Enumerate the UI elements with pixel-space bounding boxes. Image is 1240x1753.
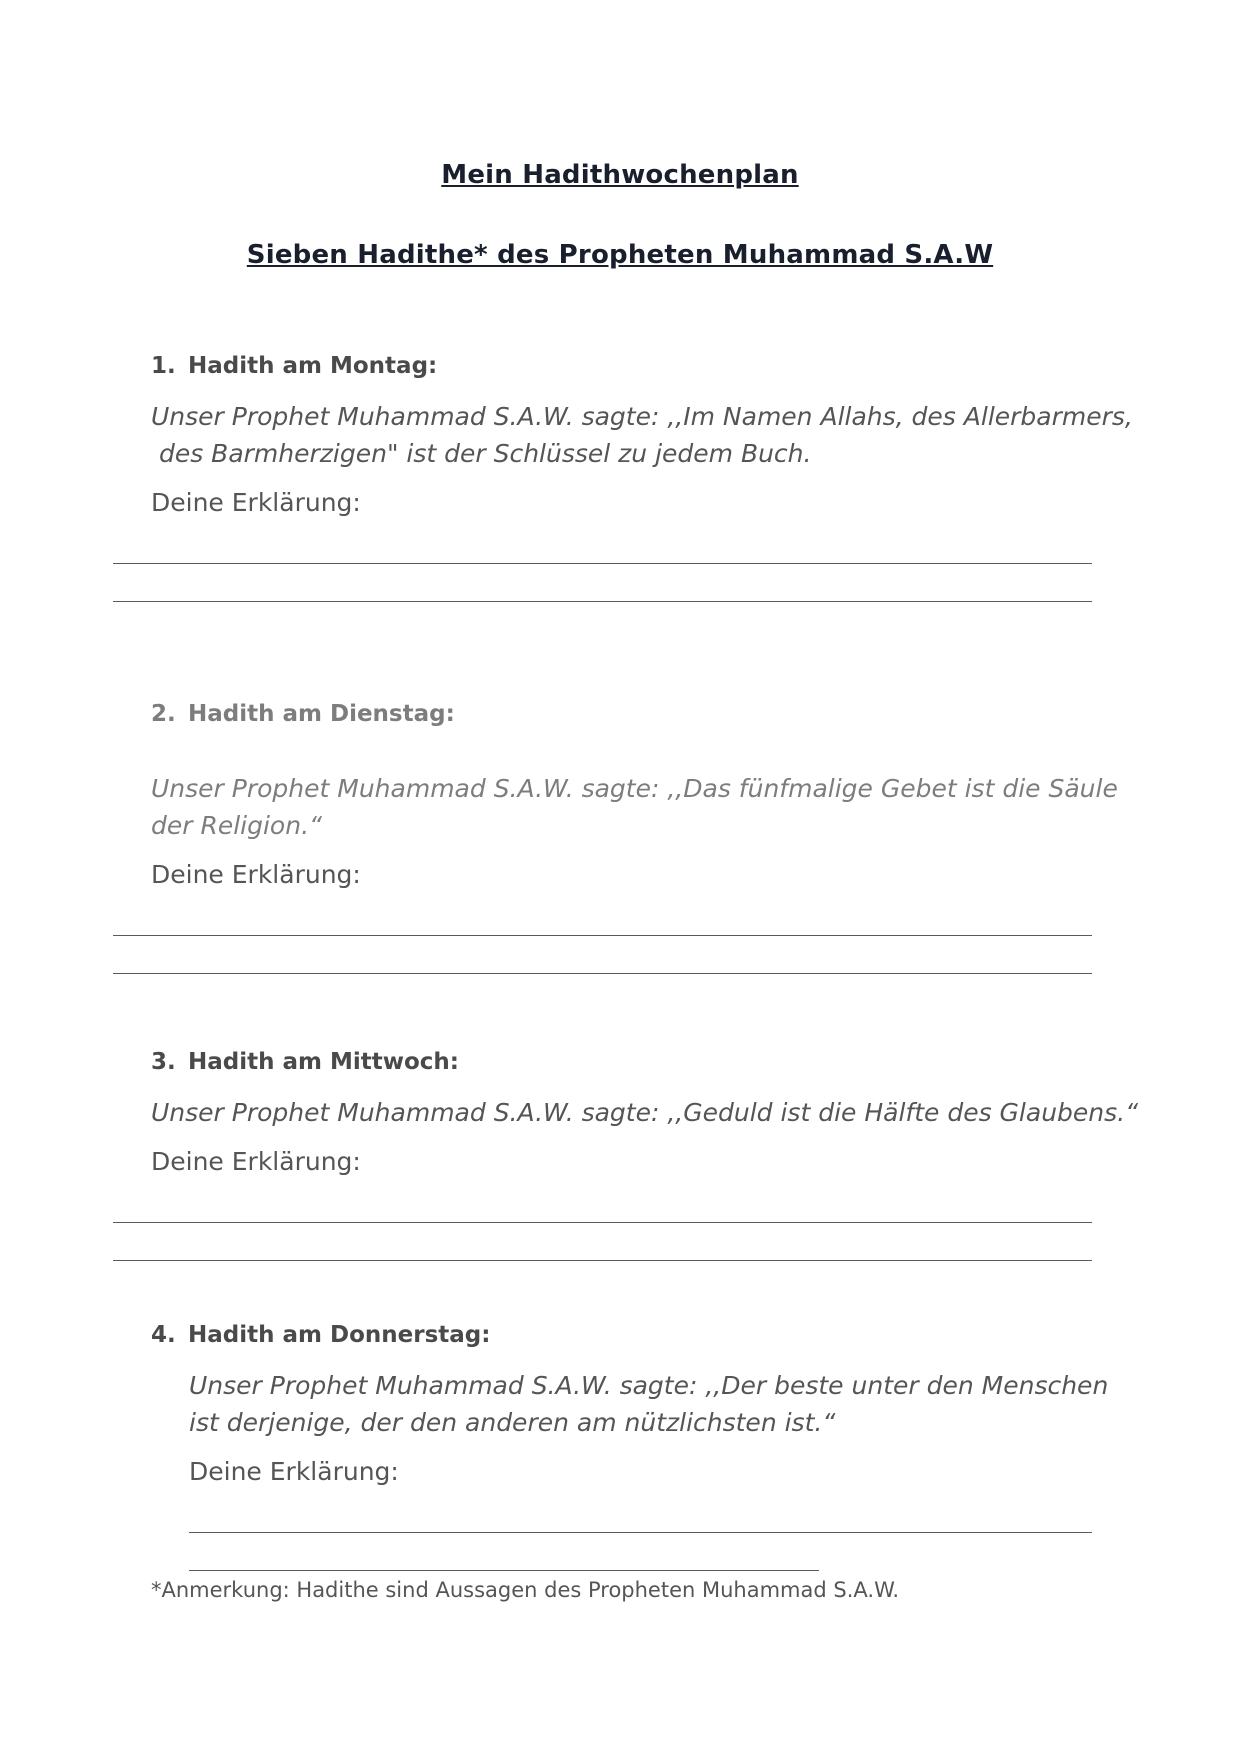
section-number: 2. xyxy=(151,701,176,727)
section-title: Hadith am Mittwoch: xyxy=(188,1049,460,1075)
section-title: Hadith am Dienstag: xyxy=(188,701,455,727)
hadith-quote xyxy=(151,1094,1138,1131)
section-heading xyxy=(151,701,455,727)
answer-line[interactable] xyxy=(113,935,1092,936)
section-heading xyxy=(151,353,437,379)
answer-line[interactable] xyxy=(113,601,1092,602)
quote-line: Unser Prophet Muhammad S.A.W. sagte: ,,Geduld ist die Hälfte des Glaubens.“ xyxy=(151,1098,1139,1127)
answer-line[interactable] xyxy=(113,1260,1092,1261)
section-number: 3. xyxy=(151,1049,176,1075)
answer-line[interactable] xyxy=(113,973,1092,974)
explanation-label: Deine Erklärung: xyxy=(151,860,361,889)
page-subtitle: Sieben Hadithe* des Propheten Muhammad S.A.W xyxy=(246,240,994,270)
section-title: Hadith am Montag: xyxy=(188,353,438,379)
quote-line: Unser Prophet Muhammad S.A.W. sagte: ,,Der beste unter den Menschen xyxy=(189,1371,1109,1400)
hadith-quote xyxy=(151,398,1133,472)
explanation-label: Deine Erklärung: xyxy=(189,1457,399,1486)
hadith-quote xyxy=(189,1367,1108,1441)
hadith-quote xyxy=(151,770,1118,844)
section-number: 1. xyxy=(151,353,176,379)
quote-line: des Barmherzigen" ist der Schlüssel zu jedem Buch. xyxy=(151,439,812,468)
answer-line[interactable] xyxy=(113,1222,1092,1223)
quote-line: Unser Prophet Muhammad S.A.W. sagte: ,,Das fünfmalige Gebet ist die Säule xyxy=(151,774,1118,803)
explanation-label: Deine Erklärung: xyxy=(151,488,361,517)
section-number: 4. xyxy=(151,1322,176,1348)
section-title: Hadith am Donnerstag: xyxy=(188,1322,491,1348)
explanation-label: Deine Erklärung: xyxy=(151,1147,361,1176)
page-title: Mein Hadithwochenplan xyxy=(441,160,799,190)
quote-line: der Religion.“ xyxy=(151,811,322,840)
footnote: *Anmerkung: Hadithe sind Aussagen des Propheten Muhammad S.A.W. xyxy=(151,1578,900,1602)
answer-line[interactable] xyxy=(113,563,1092,564)
section-heading xyxy=(151,1322,490,1348)
section-heading xyxy=(151,1049,459,1075)
answer-line[interactable] xyxy=(189,1570,819,1571)
quote-line: ist derjenige, der den anderen am nützlichsten ist.“ xyxy=(189,1408,836,1437)
answer-line[interactable] xyxy=(189,1532,1092,1533)
quote-line: Unser Prophet Muhammad S.A.W. sagte: ,,Im Namen Allahs, des Allerbarmers, xyxy=(151,402,1133,431)
